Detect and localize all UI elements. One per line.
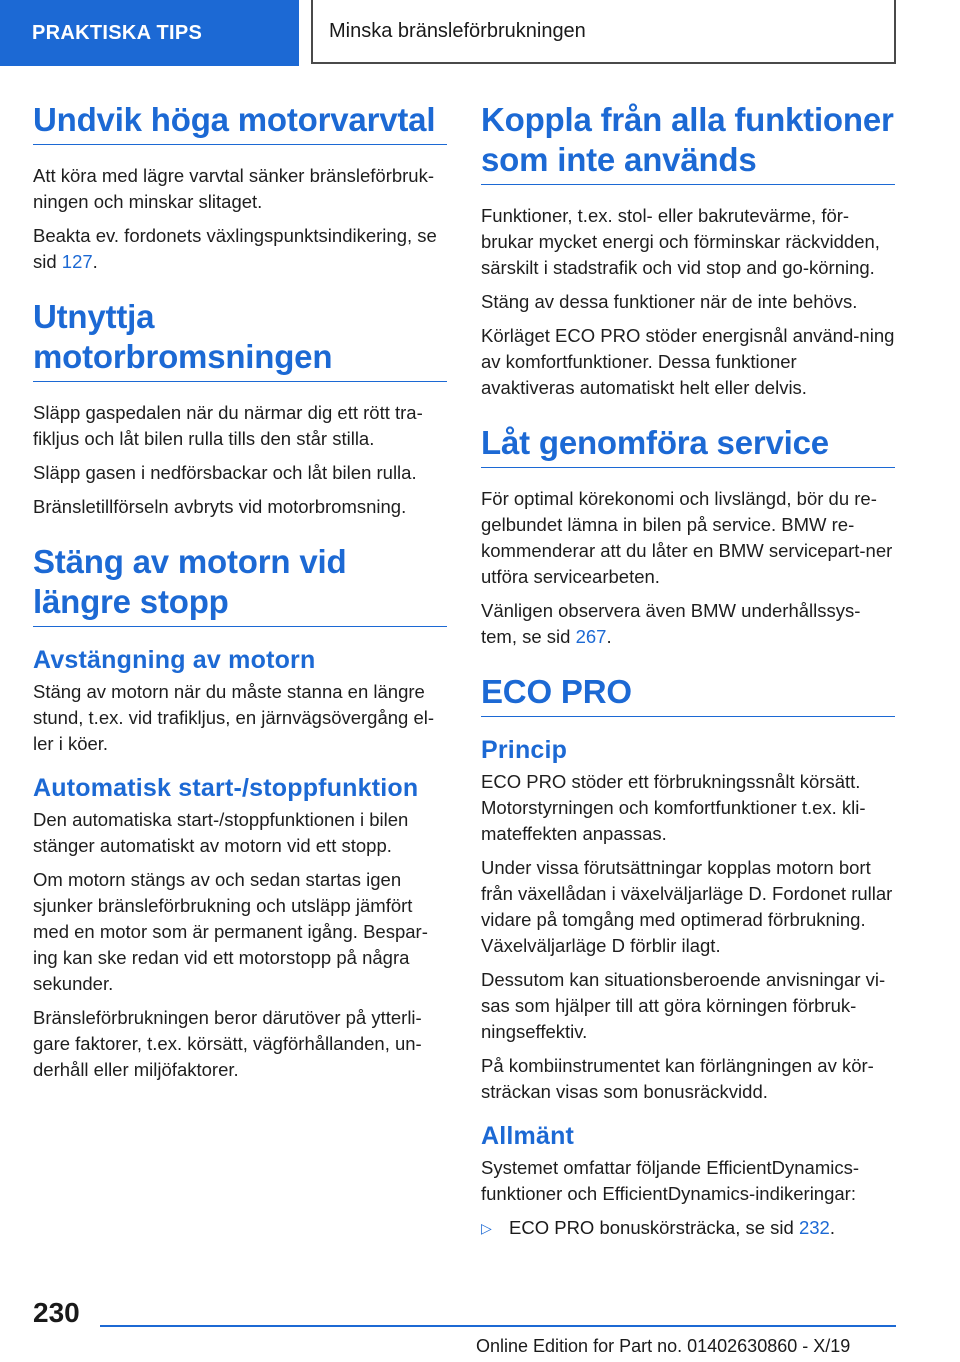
paragraph: Dessutom kan situationsberoende anvisningar vi‐sas som hjälper till att göra körningen förbruk‐ningseffektiv. (481, 969, 886, 1042)
paragraph: Släpp gasen i nedförsbackar och låt bilen rulla. (33, 462, 417, 483)
heading-engine-off: Stäng av motorn vid längre stopp (33, 542, 447, 627)
heading-engine-braking: Utnyttja motorbromsningen (33, 297, 447, 382)
paragraph: Vänligen observera även BMW underhållssys‐tem, se sid 267. (481, 600, 861, 647)
heading-service: Låt genomföra service (481, 423, 895, 468)
footer-divider (100, 1325, 896, 1327)
page-link-232[interactable]: 232 (798, 1217, 830, 1238)
paragraph: Funktioner, t.ex. stol- eller bakrutevärme, för‐brukar mycket energi och förminskar räckvidden, särskilt i stadstrafik och vid stop and go-körning. (481, 205, 880, 278)
feature-list (481, 1215, 895, 1241)
section-service (481, 423, 895, 650)
page-link-127[interactable]: 127 (61, 251, 93, 272)
paragraph: För optimal körekonomi och livslängd, bör du re‐gelbundet lämna in bilen på service. BMW re‐kommenderar att du låter en BMW servicepart‐ner utföra servicearbeten. (481, 488, 893, 587)
page-link-267[interactable]: 267 (575, 626, 607, 647)
paragraph: ECO PRO stöder ett förbrukningssnålt körsätt. Motorstyrningen och komfortfunktioner t.ex. kli‐mateffekten anpassas. (481, 771, 866, 844)
paragraph: Körläget ECO PRO stöder energisnål använd‐ning av komfortfunktioner. Dessa funktioner avaktiveras automatiskt helt eller delvis. (481, 325, 895, 398)
heading-switch-off-functions: Koppla från alla funktioner som inte används (481, 100, 895, 185)
right-column (481, 100, 895, 1263)
paragraph: Bränsleförbrukningen beror därutöver på ytterli‐gare faktorer, t.ex. körsätt, vägförhållanden, un‐derhåll eller miljöfaktorer. (33, 1007, 422, 1080)
paragraph: Om motorn stängs av och sedan startas igen sjunker bränsleförbrukning och utsläpp jämfört med en motor som är permanent igång. Bespar‐ing kan ske redan vid ett motorstopp på några sekunder. (33, 869, 428, 994)
section-tab: PRAKTISKA TIPS (0, 0, 299, 66)
section-eco-pro (481, 672, 895, 1241)
subheading-engine-shutdown: Avstängning av motorn (33, 646, 316, 674)
left-column (33, 100, 447, 1105)
heading-high-rpm: Undvik höga motorvarvtal (33, 100, 447, 145)
subheading-general: Allmänt (481, 1122, 575, 1150)
heading-eco-pro: ECO PRO (481, 672, 895, 717)
page-number: 230 (33, 1297, 80, 1328)
paragraph: På kombiinstrumentet kan förlängningen av kör‐sträckan visas som bonusräckvidd. (481, 1055, 874, 1102)
paragraph: Den automatiska start-/stoppfunktionen i bilen stänger automatiskt av motorn vid ett stopp. (33, 809, 409, 856)
chapter-title: Minska bränsleförbrukningen (311, 0, 896, 64)
section-engine-off (33, 542, 447, 1083)
footer-edition: Online Edition for Part no. 01402630860 - X/19 (476, 1336, 851, 1356)
section-engine-braking (33, 297, 447, 520)
section-switch-off-functions (481, 100, 895, 401)
subheading-principle: Princip (481, 736, 568, 764)
paragraph: Systemet omfattar följande EfficientDynamics-funktioner och EfficientDynamics-indikeringar: (481, 1157, 860, 1204)
paragraph: Att köra med lägre varvtal sänker bränsleförbruk‐ningen och minskar slitaget. (33, 165, 435, 212)
subheading-auto-start-stop: Automatisk start-/stoppfunktion (33, 774, 419, 802)
triangle-right-icon: ▷ (481, 1220, 492, 1236)
paragraph: Stäng av motorn när du måste stanna en längre stund, t.ex. vid trafikljus, en järnvägsövergång el‐ler i köer. (33, 681, 435, 754)
page-header (0, 0, 960, 66)
paragraph: Beakta ev. fordonets växlingspunktsindikering, se sid 127. (33, 225, 437, 272)
section-high-rpm (33, 100, 447, 275)
list-item: ▷ ECO PRO bonuskörsträcka, se sid 232. (481, 1215, 895, 1241)
paragraph: Stäng av dessa funktioner när de inte behövs. (481, 291, 858, 312)
paragraph: Under vissa förutsättningar kopplas motorn bort från växellådan i växelväljarläge D. Fordonet rullar vidare på tomgång med optimerad förbrukning. Växelväljarläge D förblir ilagt. (481, 857, 893, 956)
paragraph: Släpp gaspedalen när du närmar dig ett rött tra‐fikljus och låt bilen rulla tills den står stilla. (33, 402, 423, 449)
paragraph: Bränsletillförseln avbryts vid motorbromsning. (33, 496, 407, 517)
